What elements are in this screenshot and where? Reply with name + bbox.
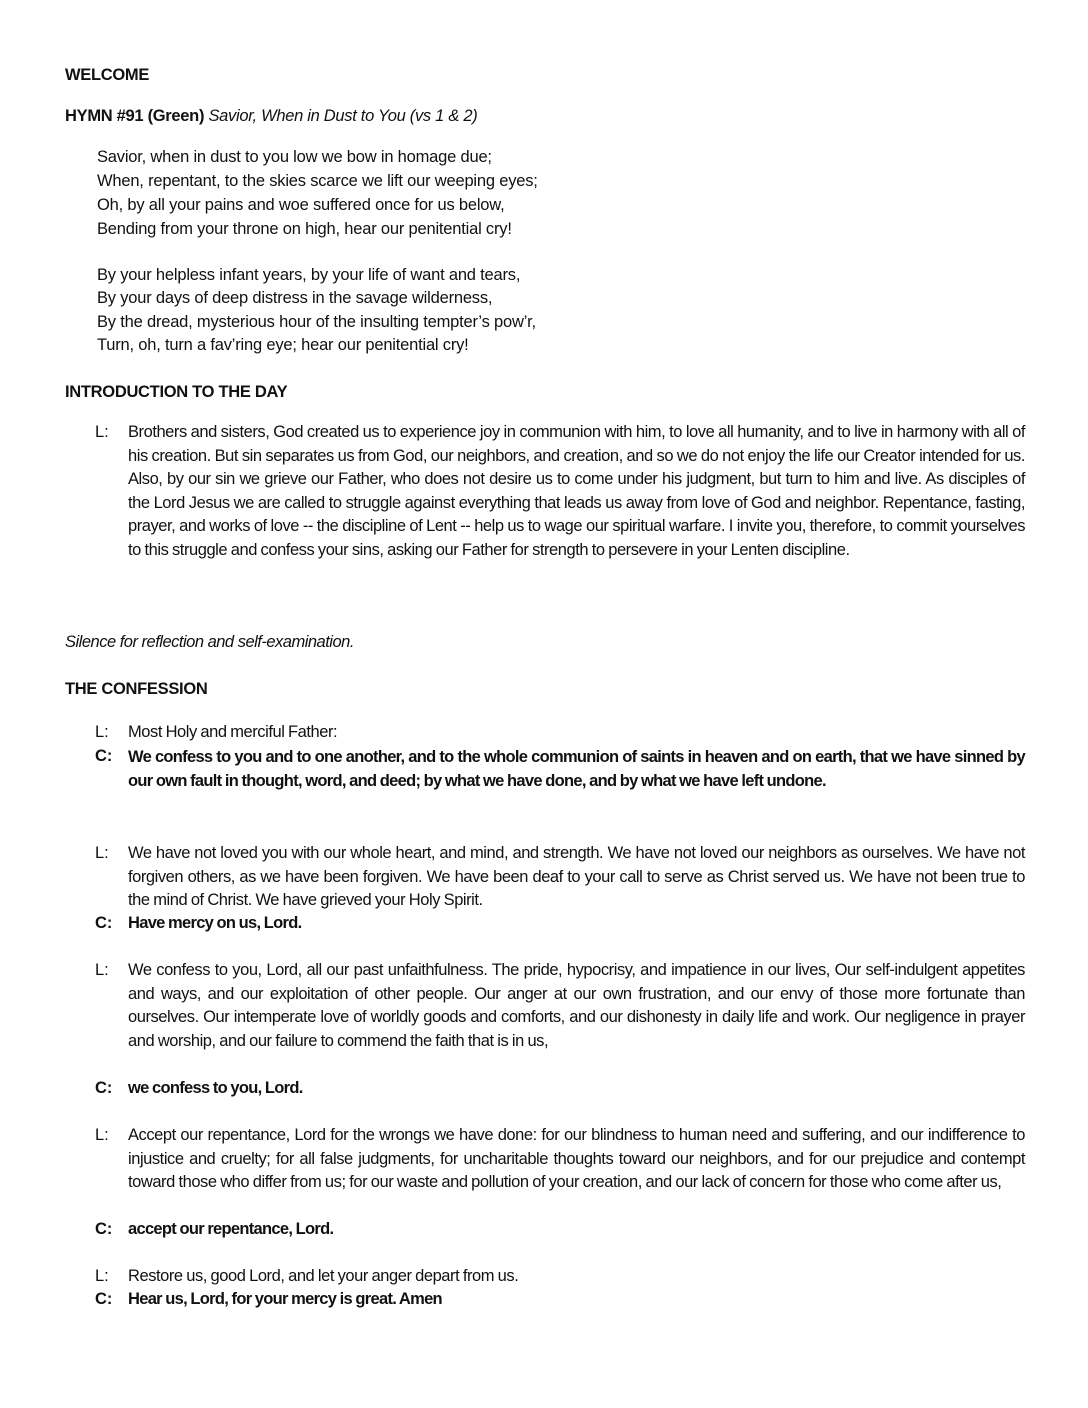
- verse-line: Bending from your throne on high, hear our penitential cry!: [97, 220, 512, 238]
- leader-line: Accept our repentance, Lord for the wrongs we have done: for our blindness to human need and suffering, and our indifference to injustice and cruelty; for all false judgments, for uncharitable thoughts toward our neighbors, and for our prejudice and contempt toward those who differ from us; for our waste and pollution of your creation, and our lack of concern for those who come after us,: [128, 1126, 1025, 1191]
- congregation-response: Have mercy on us, Lord.: [128, 914, 302, 932]
- verse-line: Savior, when in dust to you low we bow in homage due;: [97, 148, 492, 166]
- speaker-label: L:: [95, 1126, 109, 1144]
- speaker-label: C:: [95, 914, 113, 932]
- introduction-text: Brothers and sisters, God created us to experience joy in communion with him, to love all humanity, and to live in harmony with all of his creation. But sin separates us from God, our neighbors, and creation, and so we do not enjoy the life our Creator intended for us. Also, by our sin we grieve our Father, who does not desire us to come under his judgment, but turn to him and live. As disciples of the Lord Jesus we are called to struggle against everything that leads us away from love of God and neighbor. Repentance, fasting, prayer, and works of love -- the discipline of Lent -- help us to wage our spiritual warfare. I invite you, therefore, to commit yourselves to this struggle and confess your sins, asking our Father for strength to persevere in your Lenten discipline.: [128, 423, 1025, 559]
- verse-line: By your days of deep distress in the savage wilderness,: [97, 289, 493, 307]
- speaker-label: C:: [95, 1290, 113, 1308]
- hymn-heading: [65, 105, 477, 127]
- leader-line: We confess to you, Lord, all our past unfaithfulness. The pride, hypocrisy, and impatience in our lives, Our self-indulgent appetites and ways, and our exploitation of other people. Our anger at our own frustration, and our envy of those more fortunate than ourselves. Our intemperate love of worldly goods and comforts, and our dishonesty in daily life and work. Our negligence in prayer and worship, and our failure to commend the faith that is in us,: [128, 961, 1025, 1050]
- congregation-response: Hear us, Lord, for your mercy is great. Amen: [128, 1290, 442, 1308]
- hymn-label: HYMN #91 (Green): [65, 107, 205, 125]
- rubric-silence: Silence for reflection and self-examination.: [65, 633, 354, 651]
- section-heading-confession: THE CONFESSION: [65, 680, 208, 698]
- section-heading-welcome: WELCOME: [65, 66, 150, 84]
- leader-line: We have not loved you with our whole heart, and mind, and strength. We have not loved our neighbors as ourselves. We have not forgiven others, as we have been forgiven. We have been deaf to your call to serve as Christ served us. We have not been true to the mind of Christ. We have grieved your Holy Spirit.: [128, 844, 1025, 909]
- verse-line: By the dread, mysterious hour of the insulting tempter’s pow’r,: [97, 313, 536, 331]
- speaker-label: L:: [95, 961, 109, 979]
- speaker-label: L:: [95, 844, 109, 862]
- congregation-response: we confess to you, Lord.: [128, 1079, 303, 1097]
- congregation-response: accept our repentance, Lord.: [128, 1220, 334, 1238]
- speaker-label: C:: [95, 1220, 113, 1238]
- section-heading-introduction: INTRODUCTION TO THE DAY: [65, 383, 288, 401]
- verse-line: When, repentant, to the skies scarce we lift our weeping eyes;: [97, 172, 538, 190]
- speaker-label: L:: [95, 423, 109, 441]
- speaker-label: L:: [95, 1267, 109, 1285]
- hymn-title: Savior, When in Dust to You (vs 1 & 2): [208, 107, 478, 125]
- verse-line: Oh, by all your pains and woe suffered once for us below,: [97, 196, 505, 214]
- leader-line: Restore us, good Lord, and let your anger depart from us.: [128, 1267, 519, 1285]
- verse-line: By your helpless infant years, by your life of want and tears,: [97, 266, 521, 284]
- verse-line: Turn, oh, turn a fav’ring eye; hear our penitential cry!: [97, 336, 469, 354]
- speaker-label: C:: [95, 1079, 113, 1097]
- speaker-label: C:: [95, 747, 113, 765]
- congregation-response: We confess to you and to one another, and to the whole communion of saints in heaven and on earth, that we have sinned by our own fault in thought, word, and deed; by what we have done, and by what we have left undone.: [128, 748, 1025, 790]
- leader-line: Most Holy and merciful Father:: [128, 723, 338, 741]
- speaker-label: L:: [95, 723, 109, 741]
